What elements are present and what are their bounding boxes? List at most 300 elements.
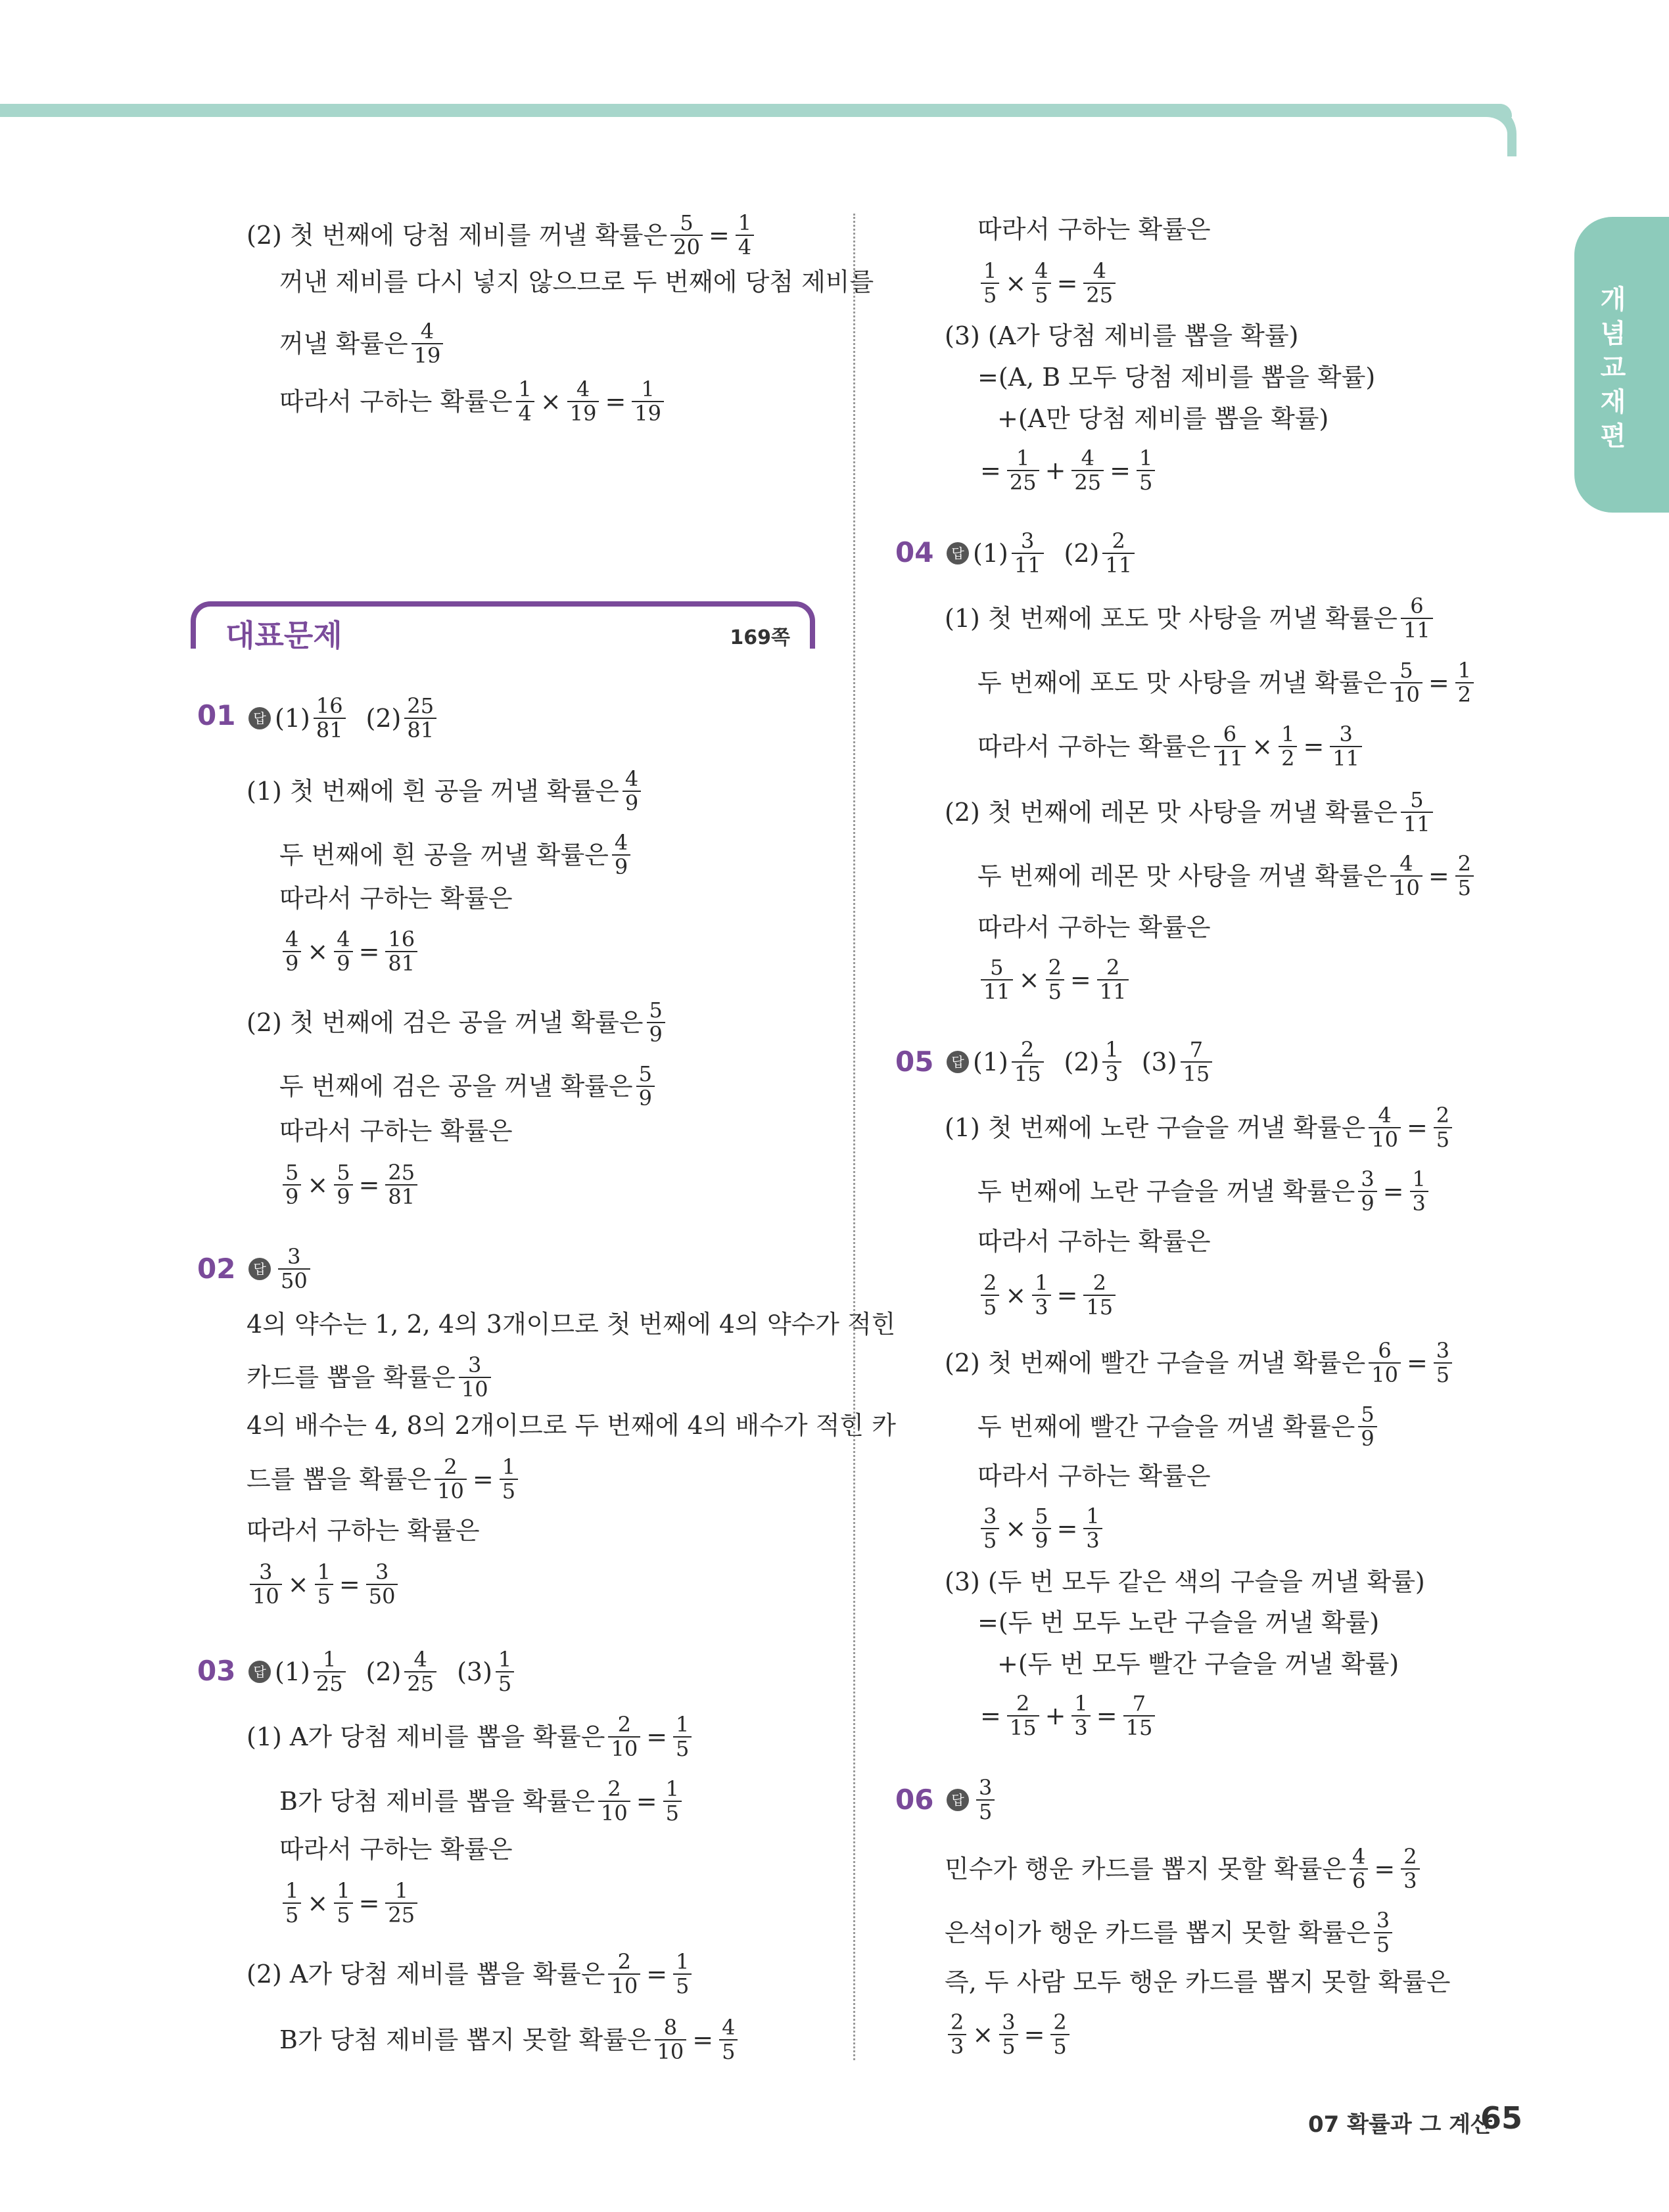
denominator: 5 — [500, 1479, 518, 1503]
fraction — [981, 260, 999, 307]
denominator: 5 — [981, 283, 999, 307]
fraction — [1181, 1038, 1213, 1086]
cont-line — [997, 406, 1328, 431]
fraction — [719, 2016, 738, 2063]
fraction — [1102, 1038, 1121, 1086]
solution-line — [945, 1909, 1396, 1956]
numerator: 2 — [1436, 1103, 1450, 1128]
numerator: 4 — [420, 319, 435, 344]
denominator: 11 — [1401, 618, 1433, 642]
numerator: 5 — [649, 998, 663, 1023]
fraction — [981, 1272, 999, 1319]
numerator: 4 — [722, 2015, 736, 2040]
denominator: 2 — [1279, 746, 1297, 770]
text: (2) A가 당첨 제비를 뽑을 확률은 — [247, 1960, 605, 1989]
denominator: 10 — [1390, 875, 1422, 900]
fraction — [647, 999, 665, 1046]
fraction — [1071, 1692, 1090, 1740]
fraction — [1083, 1505, 1102, 1552]
equals-sign: = — [1056, 1281, 1078, 1310]
answer-part: (1) — [973, 1048, 1008, 1077]
fraction — [334, 1161, 352, 1209]
cont-line — [247, 212, 757, 259]
fraction — [1032, 1505, 1050, 1552]
denominator: 10 — [250, 1584, 282, 1608]
denominator: 10 — [435, 1479, 467, 1503]
text: (2) 첫 번째에 검은 공을 꺼낼 확률은 — [247, 1008, 644, 1038]
plus-sign: + — [1045, 1701, 1066, 1731]
times-sign: × — [1005, 269, 1027, 298]
denominator: 5 — [981, 1528, 999, 1552]
fraction — [1390, 659, 1422, 706]
text: 꺼낸 제비를 다시 넣지 않으므로 두 번째에 당첨 제비를 — [279, 267, 874, 296]
numerator: 1 — [317, 1559, 331, 1584]
equals-sign: = — [358, 937, 380, 967]
numerator: 4 — [624, 766, 639, 791]
fraction — [612, 831, 630, 879]
solution-line — [247, 1518, 480, 1543]
question-number: 04 — [895, 536, 934, 568]
denominator: 3 — [1071, 1715, 1090, 1740]
text: B가 당첨 제비를 뽑지 못할 확률은 — [279, 2025, 651, 2055]
fraction — [496, 1648, 514, 1695]
numerator: 1 — [1412, 1166, 1426, 1191]
solution-line — [279, 1063, 658, 1110]
equals-sign: = — [1428, 668, 1449, 698]
numerator: 4 — [1378, 1103, 1392, 1128]
answer-part: (2) — [1064, 1048, 1100, 1077]
denominator: 9 — [636, 1086, 655, 1110]
fraction — [1012, 1038, 1044, 1086]
numerator: 16 — [388, 927, 415, 952]
solution-line — [977, 723, 1365, 770]
numerator: 8 — [663, 2015, 678, 2040]
times-sign: × — [287, 1570, 309, 1600]
denominator: 25 — [1083, 283, 1116, 307]
answer-line — [947, 1776, 998, 1824]
answer-line — [248, 1648, 517, 1695]
denominator: 5 — [1455, 875, 1474, 900]
numerator: 6 — [1223, 722, 1237, 747]
denominator: 3 — [1032, 1295, 1050, 1319]
equals-sign: = — [646, 1722, 668, 1752]
solution-line — [977, 852, 1477, 900]
question-number: 02 — [197, 1253, 236, 1285]
answer-part: (2) — [365, 704, 402, 733]
numerator: 1 — [676, 1949, 690, 1974]
numerator: 4 — [614, 830, 628, 855]
fraction — [334, 1879, 352, 1927]
denominator: 5 — [673, 1736, 692, 1761]
denominator: 81 — [385, 951, 417, 975]
text: +(두 번 모두 빨간 구슬을 꺼낼 확률) — [997, 1649, 1399, 1678]
solution-line — [279, 1837, 513, 1862]
fraction — [655, 2016, 687, 2063]
text: 두 번째에 노란 구슬을 꺼낼 확률은 — [977, 1177, 1355, 1207]
text: 따라서 구하는 확률은 — [279, 387, 513, 417]
numerator: 1 — [518, 377, 532, 402]
solution-line — [945, 595, 1436, 642]
fraction — [1410, 1168, 1428, 1215]
numerator: 3 — [375, 1559, 389, 1584]
equals-sign: = — [1406, 1348, 1428, 1378]
numerator: 1 — [502, 1454, 516, 1479]
solution-line — [977, 1505, 1106, 1552]
numerator: 2 — [617, 1712, 631, 1737]
solution-line — [279, 928, 421, 975]
fraction — [283, 1879, 301, 1927]
numerator: 25 — [407, 693, 435, 718]
text: (1) 첫 번째에 포도 맛 사탕을 꺼낼 확률은 — [945, 604, 1398, 634]
solution-line — [279, 831, 634, 879]
text: 두 번째에 흰 공을 꺼낼 확률은 — [279, 841, 609, 870]
fraction — [314, 695, 346, 742]
equals-sign: = — [1056, 1514, 1078, 1544]
solution-line — [977, 659, 1477, 706]
answer-part: (2) — [365, 1657, 402, 1687]
denominator: 19 — [632, 401, 664, 425]
fraction — [334, 928, 352, 975]
text: 민수가 행운 카드를 뽑지 못할 확률은 — [945, 1855, 1347, 1884]
fraction — [1401, 595, 1433, 642]
denominator: 15 — [1012, 1061, 1044, 1086]
denominator: 5 — [1434, 1127, 1452, 1151]
answer-part: (1) — [973, 539, 1008, 568]
side-tab-label: 개념교재편 — [1600, 285, 1626, 451]
fraction — [1123, 1692, 1156, 1740]
fraction — [1097, 956, 1129, 1003]
numerator: 1 — [676, 1712, 690, 1737]
cont-line — [977, 447, 1158, 494]
numerator: 2 — [1048, 955, 1062, 980]
fraction — [1374, 1909, 1392, 1956]
fraction — [1083, 260, 1116, 307]
fraction — [1369, 1104, 1401, 1151]
numerator: 3 — [259, 1559, 273, 1584]
fraction — [608, 1713, 640, 1761]
cont-line — [977, 217, 1211, 242]
answer-badge-icon: 답 — [947, 1051, 969, 1073]
denominator: 9 — [1032, 1528, 1050, 1552]
numerator: 3 — [979, 1775, 993, 1800]
numerator: 5 — [337, 1160, 350, 1185]
equals-sign: = — [1096, 1701, 1117, 1731]
cont-line — [945, 323, 1298, 348]
fraction — [1007, 447, 1039, 494]
solution-line — [247, 1713, 695, 1761]
numerator: 2 — [1093, 1270, 1106, 1295]
denominator: 10 — [459, 1377, 491, 1401]
numerator: 3 — [1002, 2010, 1016, 2035]
text: +(A만 당첨 제비를 뽑을 확률) — [997, 404, 1329, 433]
answer-badge-icon: 답 — [947, 542, 969, 565]
answer-line — [248, 1245, 314, 1293]
denominator: 10 — [1390, 682, 1422, 706]
solution-line — [247, 1413, 896, 1438]
numerator: 3 — [1436, 1338, 1450, 1363]
times-sign: × — [307, 1889, 329, 1918]
text: 따라서 구하는 확률은 — [247, 1516, 480, 1545]
numerator: 7 — [1132, 1691, 1146, 1716]
denominator: 5 — [1434, 1362, 1452, 1387]
denominator: 25 — [385, 1902, 417, 1927]
banner-title: 대표문제 — [225, 618, 342, 653]
text: 카드를 뽑을 확률은 — [247, 1363, 456, 1393]
equals-sign: = — [339, 1570, 360, 1600]
text: 4의 배수는 4, 8의 2개이므로 두 번째에 4의 배수가 적힌 카 — [247, 1411, 896, 1440]
solution-line — [247, 768, 644, 815]
solution-line — [247, 1312, 895, 1337]
solution-line — [977, 1692, 1158, 1740]
equals-sign: = — [1406, 1113, 1428, 1143]
denominator: 19 — [411, 343, 444, 367]
numerator: 2 — [983, 1270, 997, 1295]
answer-badge-icon: 답 — [248, 1258, 271, 1280]
fraction — [1102, 530, 1135, 577]
text: 드를 뽑을 확률은 — [247, 1465, 432, 1494]
denominator: 5 — [976, 1799, 995, 1824]
numerator: 1 — [1035, 1270, 1048, 1295]
numerator: 2 — [1457, 851, 1472, 876]
solution-line — [247, 999, 669, 1046]
numerator: 1 — [498, 1647, 512, 1672]
numerator: 6 — [1378, 1338, 1392, 1363]
numerator: 4 — [1035, 258, 1048, 283]
fraction — [736, 212, 754, 259]
numerator: 1 — [983, 258, 997, 283]
numerator: 5 — [1035, 1504, 1048, 1529]
fraction — [1012, 530, 1044, 577]
fraction — [981, 956, 1013, 1003]
solution-line — [279, 1778, 685, 1825]
top-accent-bar — [0, 104, 1512, 117]
banner-page-ref: 169쪽 — [730, 626, 790, 649]
cont-line — [279, 378, 667, 425]
solution-line — [247, 1354, 494, 1401]
fraction — [567, 378, 599, 425]
fraction — [385, 928, 417, 975]
denominator: 10 — [608, 1736, 640, 1761]
numerator: 1 — [1016, 446, 1030, 471]
denominator: 5 — [1374, 1932, 1392, 1956]
text: (1) A가 당첨 제비를 뽑을 확률은 — [247, 1722, 605, 1752]
numerator: 5 — [1410, 787, 1424, 812]
fraction — [1330, 723, 1362, 770]
equals-sign: = — [1023, 2020, 1045, 2050]
equals-sign: = — [1056, 269, 1078, 298]
solution-line — [977, 1610, 1379, 1635]
text: (1) 첫 번째에 흰 공을 꺼낼 확률은 — [247, 777, 619, 806]
denominator: 5 — [1050, 2034, 1069, 2058]
denominator: 4 — [736, 235, 754, 259]
fraction — [1401, 1845, 1419, 1893]
fraction — [948, 2011, 966, 2058]
denominator: 15 — [1181, 1061, 1213, 1086]
numerator: 2 — [1112, 528, 1125, 553]
text: B가 당첨 제비를 뽑을 확률은 — [279, 1787, 596, 1816]
denominator: 50 — [366, 1584, 398, 1608]
fraction — [411, 320, 444, 367]
numerator: 25 — [388, 1160, 415, 1185]
fraction — [1214, 723, 1246, 770]
numerator: 1 — [641, 377, 655, 402]
numerator: 1 — [738, 210, 752, 235]
text: (2) 첫 번째에 레몬 맛 사탕을 꺼낼 확률은 — [945, 798, 1398, 827]
numerator: 1 — [1074, 1691, 1088, 1716]
solution-line — [279, 1161, 421, 1209]
denominator: 10 — [1369, 1362, 1401, 1387]
numerator: 16 — [316, 693, 343, 718]
denominator: 25 — [1071, 470, 1104, 494]
numerator: 3 — [468, 1352, 482, 1377]
numerator: 4 — [1399, 851, 1413, 876]
solution-line — [977, 1272, 1119, 1319]
numerator: 1 — [1105, 1037, 1119, 1062]
numerator: 6 — [1410, 593, 1424, 618]
denominator: 5 — [981, 1295, 999, 1319]
denominator: 50 — [278, 1268, 310, 1293]
numerator: 4 — [413, 1647, 427, 1672]
equals-sign: = — [358, 1170, 380, 1200]
solution-line — [977, 915, 1211, 940]
text: 꺼낼 확률은 — [279, 329, 408, 359]
fraction — [283, 1161, 301, 1209]
question-number: 05 — [895, 1046, 934, 1078]
question-number: 06 — [895, 1784, 934, 1816]
text: 따라서 구하는 확률은 — [977, 1462, 1211, 1490]
fraction — [459, 1354, 491, 1401]
numerator: 5 — [680, 210, 693, 235]
solution-line — [247, 1950, 695, 1998]
fraction — [385, 1879, 417, 1927]
solution-line — [977, 1229, 1211, 1254]
fraction — [315, 1561, 333, 1608]
fraction — [670, 212, 703, 259]
solution-line — [945, 1339, 1455, 1387]
solution-line — [977, 1463, 1211, 1488]
equals-sign: = — [1374, 1855, 1396, 1884]
fraction — [1358, 1403, 1376, 1450]
fraction — [283, 928, 301, 975]
fraction — [623, 768, 641, 815]
solution-line — [247, 1456, 521, 1503]
denominator: 5 — [1137, 470, 1155, 494]
numerator: 2 — [607, 1776, 621, 1801]
numerator: 5 — [990, 955, 1004, 980]
denominator: 25 — [404, 1671, 436, 1695]
equals-sign: = — [980, 456, 1001, 486]
answer-badge-icon: 답 — [248, 707, 271, 729]
numerator: 2 — [444, 1454, 458, 1479]
denominator: 11 — [1012, 553, 1044, 577]
text: (3) (두 번 모두 같은 색의 구슬을 꺼낼 확률) — [945, 1567, 1425, 1596]
equals-sign: = — [980, 1701, 1001, 1731]
denominator: 25 — [1007, 470, 1039, 494]
numerator: 2 — [1403, 1844, 1417, 1869]
numerator: 1 — [1086, 1504, 1100, 1529]
fraction — [663, 1778, 682, 1825]
solution-line — [977, 1403, 1380, 1450]
fraction — [1279, 723, 1297, 770]
fraction — [1455, 659, 1474, 706]
equals-sign: = — [1110, 456, 1131, 486]
denominator: 5 — [999, 2034, 1018, 2058]
denominator: 3 — [1401, 1868, 1419, 1893]
numerator: 3 — [1376, 1908, 1390, 1933]
numerator: 5 — [638, 1061, 652, 1086]
numerator: 2 — [1106, 955, 1120, 980]
times-sign: × — [1252, 732, 1273, 762]
denominator: 5 — [283, 1902, 301, 1927]
solution-line — [945, 1104, 1455, 1151]
denominator: 10 — [655, 2039, 687, 2063]
equals-sign: = — [1382, 1177, 1404, 1207]
fraction — [435, 1456, 467, 1503]
numerator: 5 — [1361, 1402, 1375, 1427]
denominator: 10 — [608, 1973, 640, 1998]
numerator: 2 — [1053, 2010, 1067, 2035]
answer-part: (1) — [275, 704, 310, 733]
text: 따라서 구하는 확률은 — [977, 913, 1211, 942]
fraction — [981, 1505, 999, 1552]
fraction — [1358, 1168, 1376, 1215]
solution-line — [977, 1168, 1432, 1215]
solution-line — [279, 1118, 513, 1143]
answer-badge-icon: 답 — [248, 1661, 271, 1683]
denominator: 6 — [1350, 1868, 1368, 1893]
denominator: 20 — [670, 235, 703, 259]
numerator: 3 — [1339, 722, 1353, 747]
footer-chapter-title: 07 확률과 그 계산 — [1308, 2111, 1492, 2138]
text: 4의 약수는 1, 2, 4의 3개이므로 첫 번째에 4의 약수가 적힌 — [247, 1310, 896, 1339]
fraction — [598, 1778, 630, 1825]
numerator: 1 — [337, 1878, 350, 1903]
numerator: 3 — [1361, 1166, 1375, 1191]
numerator: 4 — [576, 377, 590, 402]
denominator: 2 — [1455, 682, 1474, 706]
denominator: 5 — [315, 1584, 333, 1608]
solution-line — [977, 956, 1132, 1003]
answer-badge-icon: 답 — [947, 1789, 969, 1811]
numerator: 2 — [1016, 1691, 1030, 1716]
denominator: 81 — [385, 1184, 417, 1209]
cont-line — [279, 269, 874, 294]
fraction — [1434, 1339, 1452, 1387]
fraction — [608, 1950, 640, 1998]
fraction — [500, 1456, 518, 1503]
denominator: 10 — [1369, 1127, 1401, 1151]
solution-line — [279, 886, 513, 911]
denominator: 3 — [1410, 1191, 1428, 1215]
fraction — [1071, 447, 1104, 494]
denominator: 9 — [1358, 1191, 1376, 1215]
fraction — [314, 1648, 346, 1695]
solution-line — [945, 789, 1436, 836]
denominator: 11 — [1401, 812, 1433, 836]
equals-sign: = — [646, 1960, 668, 1989]
text: 따라서 구하는 확률은 — [279, 1835, 513, 1864]
times-sign: × — [1018, 965, 1040, 995]
fraction — [1350, 1845, 1368, 1893]
denominator: 9 — [623, 791, 641, 815]
denominator: 9 — [647, 1022, 665, 1046]
numerator: 3 — [983, 1504, 997, 1529]
solution-line — [945, 2011, 1073, 2058]
fraction — [673, 1950, 692, 1998]
times-sign: × — [1005, 1281, 1027, 1310]
denominator: 9 — [612, 854, 630, 879]
denominator: 19 — [567, 401, 599, 425]
